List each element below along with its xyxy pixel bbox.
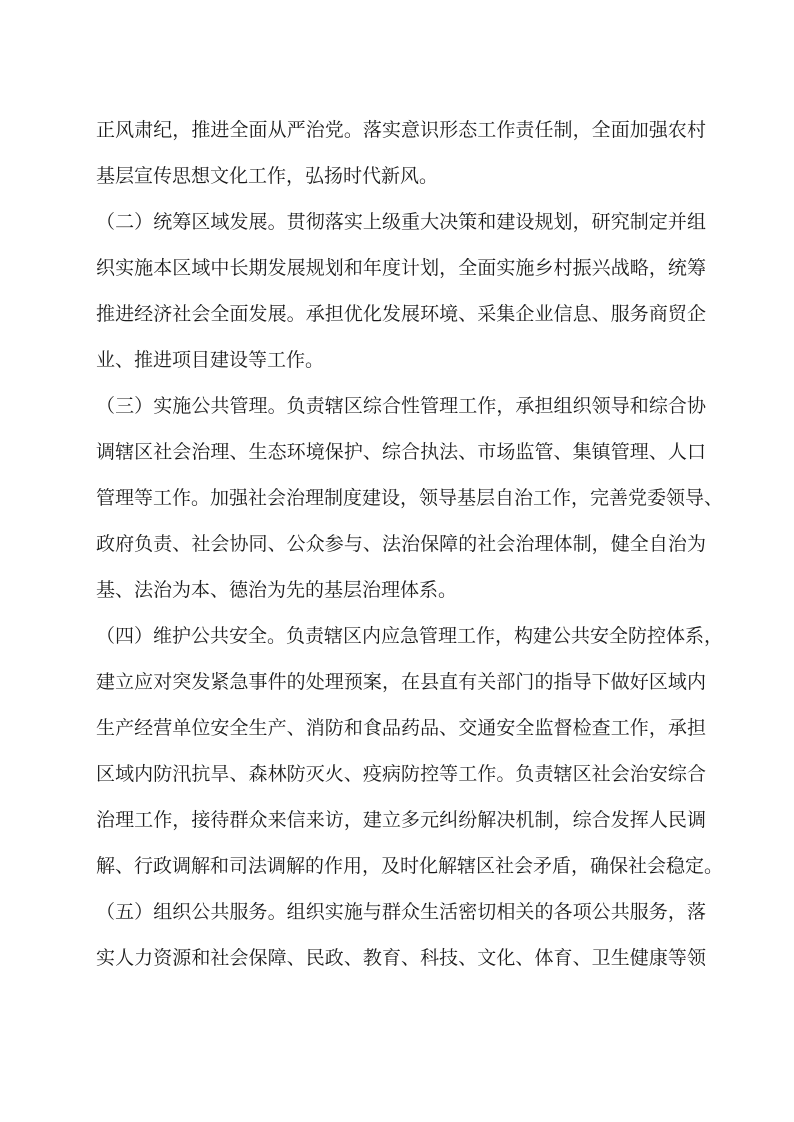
- text-line: （四）维护公共安全。负责辖区内应急管理工作，构建公共安全防控体系，: [96, 625, 724, 647]
- text-line: 推进经济社会全面发展。承担优化发展环境、采集企业信息、服务商贸企: [96, 303, 706, 325]
- text-line: 基、法治为本、德治为先的基层治理体系。: [96, 579, 458, 601]
- text-line: 生产经营单位安全生产、消防和食品药品、交通安全监督检查工作，承担: [96, 717, 706, 739]
- text-line: 政府负责、社会协同、公众参与、法治保障的社会治理体制，健全自治为: [96, 533, 706, 555]
- text-line: 实人力资源和社会保障、民政、教育、科技、文化、体育、卫生健康等领: [96, 947, 706, 969]
- text-line: （二）统筹区域发展。贯彻落实上级重大决策和建设规划，研究制定并组: [96, 211, 706, 233]
- text-line: 建立应对突发紧急事件的处理预案，在县直有关部门的指导下做好区域内: [96, 671, 706, 693]
- text-line: 区域内防汛抗旱、森林防灭火、疫病防控等工作。负责辖区社会治安综合: [96, 763, 706, 785]
- text-line: 解、行政调解和司法调解的作用，及时化解辖区社会矛盾，确保社会稳定。: [96, 855, 724, 877]
- text-line: 织实施本区域中长期发展规划和年度计划，全面实施乡村振兴战略，统筹: [96, 257, 706, 279]
- text-line: 调辖区社会治理、生态环境保护、综合执法、市场监管、集镇管理、人口: [96, 441, 706, 463]
- text-line: 治理工作，接待群众来信来访，建立多元纠纷解决机制，综合发挥人民调: [96, 809, 706, 831]
- text-line: 正风肃纪，推进全面从严治党。落实意识形态工作责任制，全面加强农村: [96, 119, 706, 141]
- text-line: （五）组织公共服务。组织实施与群众生活密切相关的各项公共服务，落: [96, 901, 706, 923]
- text-line: 业、推进项目建设等工作。: [96, 349, 325, 371]
- text-line: 管理等工作。加强社会治理制度建设，领导基层自治工作，完善党委领导、: [96, 487, 724, 509]
- text-line: （三）实施公共管理。负责辖区综合性管理工作，承担组织领导和综合协: [96, 395, 706, 417]
- text-line: 基层宣传思想文化工作，弘扬时代新风。: [96, 165, 439, 187]
- document-body: [96, 107, 724, 981]
